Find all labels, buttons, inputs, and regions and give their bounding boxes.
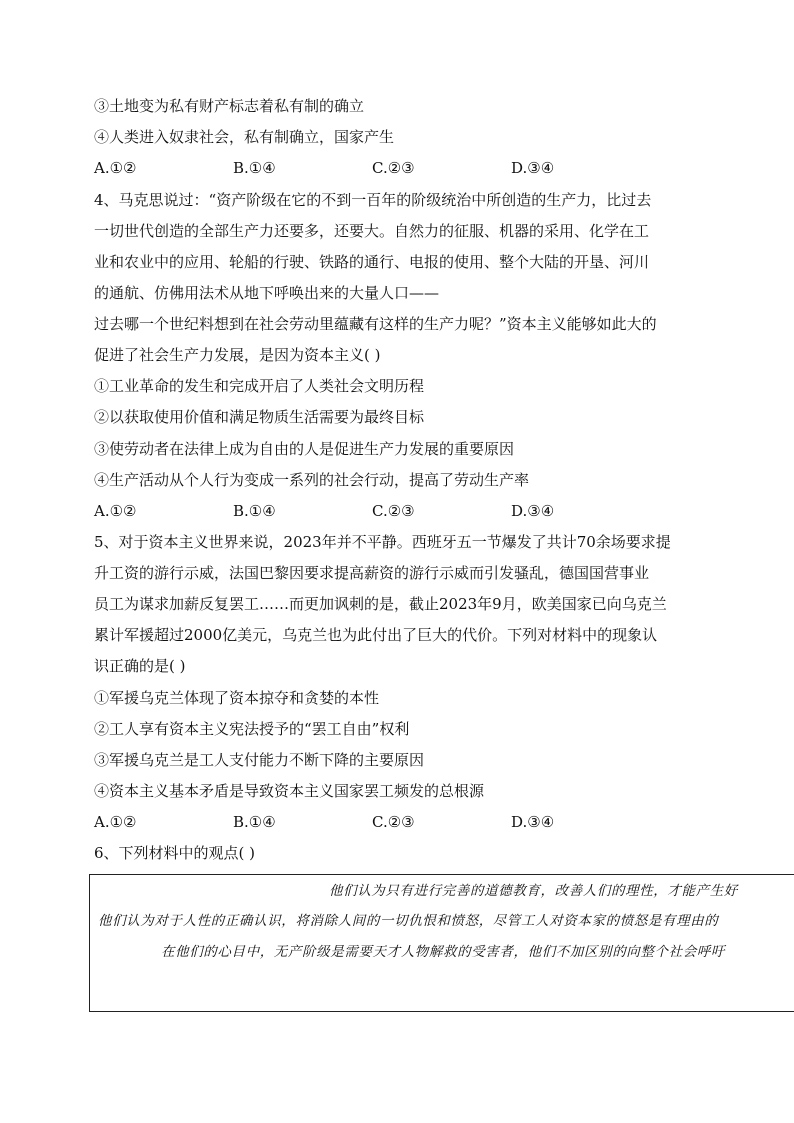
q5-option-b[interactable]: B.①④ (233, 813, 276, 831)
q5-statement-3: ③军援乌克兰是工人支付能力不断下降的主要原因 (94, 751, 425, 769)
q5-statement-4: ④资本主义基本矛盾是导致资本主义国家罢工频发的总根源 (94, 782, 485, 800)
q4-statement-2: ②以获取使用价值和满足物质生活需要为最终目标 (94, 408, 425, 426)
q4-option-a[interactable]: A.①② (94, 502, 137, 520)
q4-stem-line: 一切世代创造的全部生产力还要多，还要大。自然力的征服、机器的采用、化学在工 (94, 222, 650, 240)
q5-stem-line: 累计军援超过2000亿美元，乌克兰也为此付出了巨大的代价。下列对材料中的现象认 (94, 626, 658, 644)
q4-option-b[interactable]: B.①④ (233, 502, 276, 520)
q4-statement-4: ④生产活动从个人行为变成一系列的社会行动，提高了劳动生产率 (94, 471, 530, 489)
q5-statement-2: ②工人享有资本主义宪法授予的“罢工自由”权利 (94, 720, 410, 738)
q5-stem-line: 识正确的是( ) (94, 657, 186, 675)
q4-stem-line: 促进了社会生产力发展，是因为资本主义( ) (94, 346, 381, 364)
q6-material-line: 他们认为对于人性的正确认识，将消除人间的一切仇恨和愤怒，尽管工人对资本家的愤怒是有理由的 (98, 913, 719, 929)
q3-option-d[interactable]: D.③④ (511, 159, 555, 177)
q3-option-b[interactable]: B.①④ (233, 159, 276, 177)
q4-statement-1: ①工业革命的发生和完成开启了人类社会文明历程 (94, 377, 425, 395)
q3-statement-3: ③土地变为私有财产标志着私有制的确立 (94, 97, 365, 115)
q6-stem: 6、下列材料中的观点( ) (94, 844, 256, 862)
q6-material-line: 他们认为只有进行完善的道德教育，改善人们的理性，才能产生好 (329, 883, 738, 899)
q4-stem-line: 4、马克思说过：“资产阶级在它的不到一百年的阶级统治中所创造的生产力，比过去 (94, 191, 652, 209)
q4-stem-line: 过去哪一个世纪料想到在社会劳动里蕴藏有这样的生产力呢？”资本主义能够如此大的 (94, 315, 657, 333)
q5-option-a[interactable]: A.①② (94, 813, 137, 831)
q5-stem-line: 升工资的游行示威，法国巴黎因要求提高薪资的游行示威而引发骚乱，德国国营事业 (94, 564, 650, 582)
q3-statement-4: ④人类进入奴隶社会，私有制确立，国家产生 (94, 128, 395, 146)
q6-material-box (89, 874, 794, 1012)
q5-option-d[interactable]: D.③④ (511, 813, 555, 831)
q3-option-c[interactable]: C.②③ (372, 159, 415, 177)
q4-statement-3: ③使劳动者在法律上成为自由的人是促进生产力发展的重要原因 (94, 440, 515, 458)
q5-stem-line: 5、对于资本主义世界来说，2023年并不平静。西班牙五一节爆发了共计70余场要求提 (94, 533, 671, 551)
q4-stem-line: 业和农业中的应用、轮船的行驶、铁路的通行、电报的使用、整个大陆的开垦、河川 (94, 253, 650, 271)
q4-options (0, 501, 794, 521)
q4-stem-line: 的通航、仿佛用法术从地下呼唤出来的大量人口—— (94, 284, 440, 302)
q4-option-d[interactable]: D.③④ (511, 502, 555, 520)
q5-option-c[interactable]: C.②③ (372, 813, 415, 831)
q6-material-line: 在他们的心目中，无产阶级是需要天才人物解救的受害者，他们不加区别的向整个社会呼吁 (161, 944, 725, 960)
q5-statement-1: ①军援乌克兰体现了资本掠夺和贪婪的本性 (94, 689, 380, 707)
q4-option-c[interactable]: C.②③ (372, 502, 415, 520)
q3-options (0, 158, 794, 178)
q3-option-a[interactable]: A.①② (94, 159, 137, 177)
q5-stem-line: 员工为谋求加薪反复罢工……而更加讽刺的是，截止2023年9月，欧美国家已向乌克兰 (94, 595, 667, 613)
q5-options (0, 812, 794, 832)
